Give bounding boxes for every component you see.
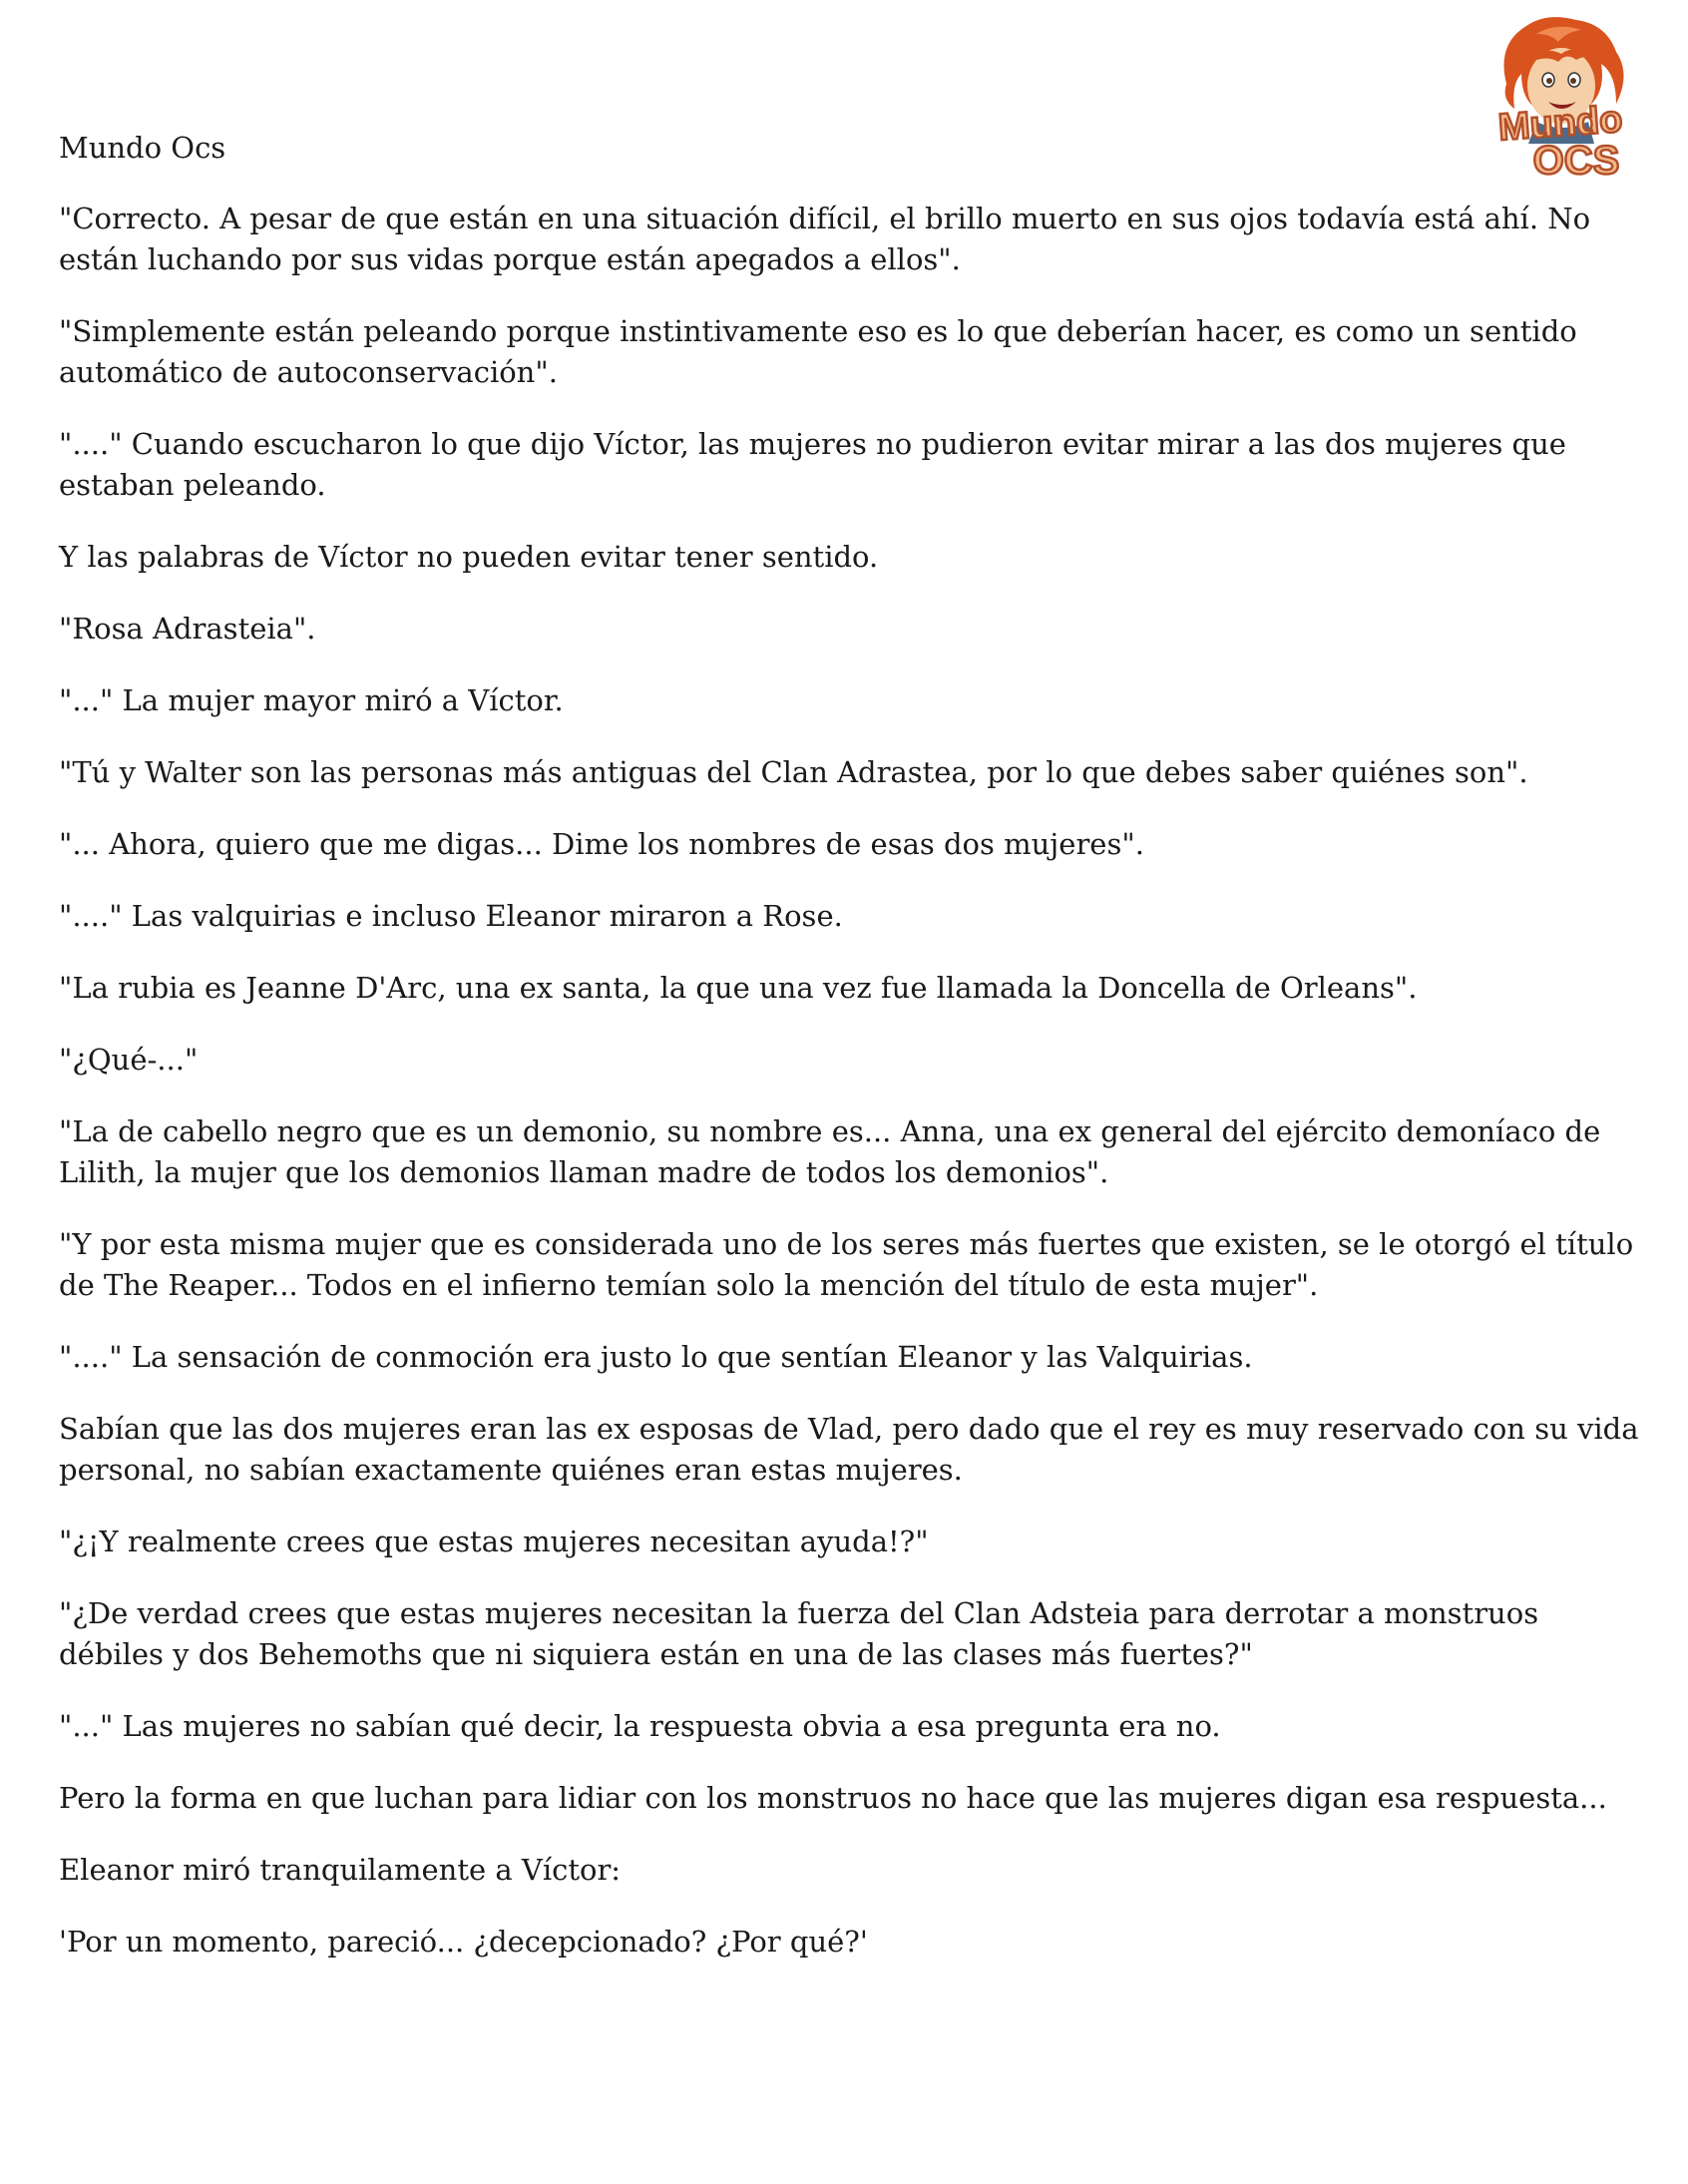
- paragraph: "..." Las mujeres no sabían qué decir, la respuesta obvia a esa pregunta era no.: [59, 1709, 1221, 1743]
- paragraph: "...." La sensación de conmoción era justo lo que sentían Eleanor y las Valquirias.: [59, 1340, 1253, 1374]
- paragraph: "...." Las valquirias e incluso Eleanor miraron a Rose.: [59, 899, 843, 933]
- logo-text-top: Mundo: [1496, 98, 1624, 150]
- paragraph: Eleanor miró tranquilamente a Víctor:: [59, 1853, 622, 1887]
- site-title: Mundo Ocs: [59, 131, 226, 165]
- paragraph: "Correcto. A pesar de que están en una situación difícil, el brillo muerto en sus ojos todavía está ahí. No están luchando por sus vidas porque están apegados a ellos".: [59, 202, 1591, 276]
- paragraph: 'Por un momento, pareció... ¿decepcionado? ¿Por qué?': [59, 1925, 868, 1959]
- paragraph: "¿¡Y realmente crees que estas mujeres necesitan ayuda!?": [59, 1525, 929, 1558]
- paragraph: "...." Cuando escucharon lo que dijo Víctor, las mujeres no pudieron evitar mirar a las dos mujeres que estaban peleando.: [59, 427, 1566, 502]
- paragraph: "... Ahora, quiero que me digas... Dime los nombres de esas dos mujeres".: [59, 827, 1144, 861]
- paragraph: Y las palabras de Víctor no pueden evitar tener sentido.: [59, 540, 879, 574]
- paragraph: Sabían que las dos mujeres eran las ex esposas de Vlad, pero dado que el rey es muy reservado con su vida personal, no sabían exactamente quiénes eran estas mujeres.: [59, 1412, 1639, 1487]
- paragraph: "La rubia es Jeanne D'Arc, una ex santa, la que una vez fue llamada la Doncella de Orleans".: [59, 971, 1418, 1005]
- paragraph: "Simplemente están peleando porque instintivamente eso es lo que deberían hacer, es como un sentido automático de autoconservación".: [59, 314, 1577, 389]
- paragraph: "La de cabello negro que es un demonio, su nombre es... Anna, una ex general del ejército demoníaco de Lilith, la mujer que los demonios llaman madre de todos los demonios".: [59, 1114, 1601, 1189]
- logo-text-bottom: OCS: [1532, 139, 1620, 183]
- paragraph: "¿Qué-...": [59, 1043, 199, 1077]
- paragraph: "..." La mujer mayor miró a Víctor.: [59, 683, 564, 717]
- paragraph: "Y por esta misma mujer que es considerada uno de los seres más fuertes que existen, se le otorgó el título de The Reaper... Todos en el infierno temían solo la mención del título de esta mujer".: [59, 1227, 1634, 1302]
- paragraph: "Rosa Adrasteia".: [59, 612, 316, 646]
- paragraph: "¿De verdad crees que estas mujeres necesitan la fuerza del Clan Adsteia para derrotar a monstruos débiles y dos Behemoths que ni siquiera están en una de las clases más fuertes?": [59, 1596, 1539, 1671]
- paragraph: "Tú y Walter son las personas más antiguas del Clan Adrastea, por lo que debes saber quiénes son".: [59, 755, 1528, 789]
- paragraph: Pero la forma en que luchan para lidiar con los monstruos no hace que las mujeres digan esa respuesta...: [59, 1781, 1607, 1815]
- document-body: [59, 128, 1650, 1993]
